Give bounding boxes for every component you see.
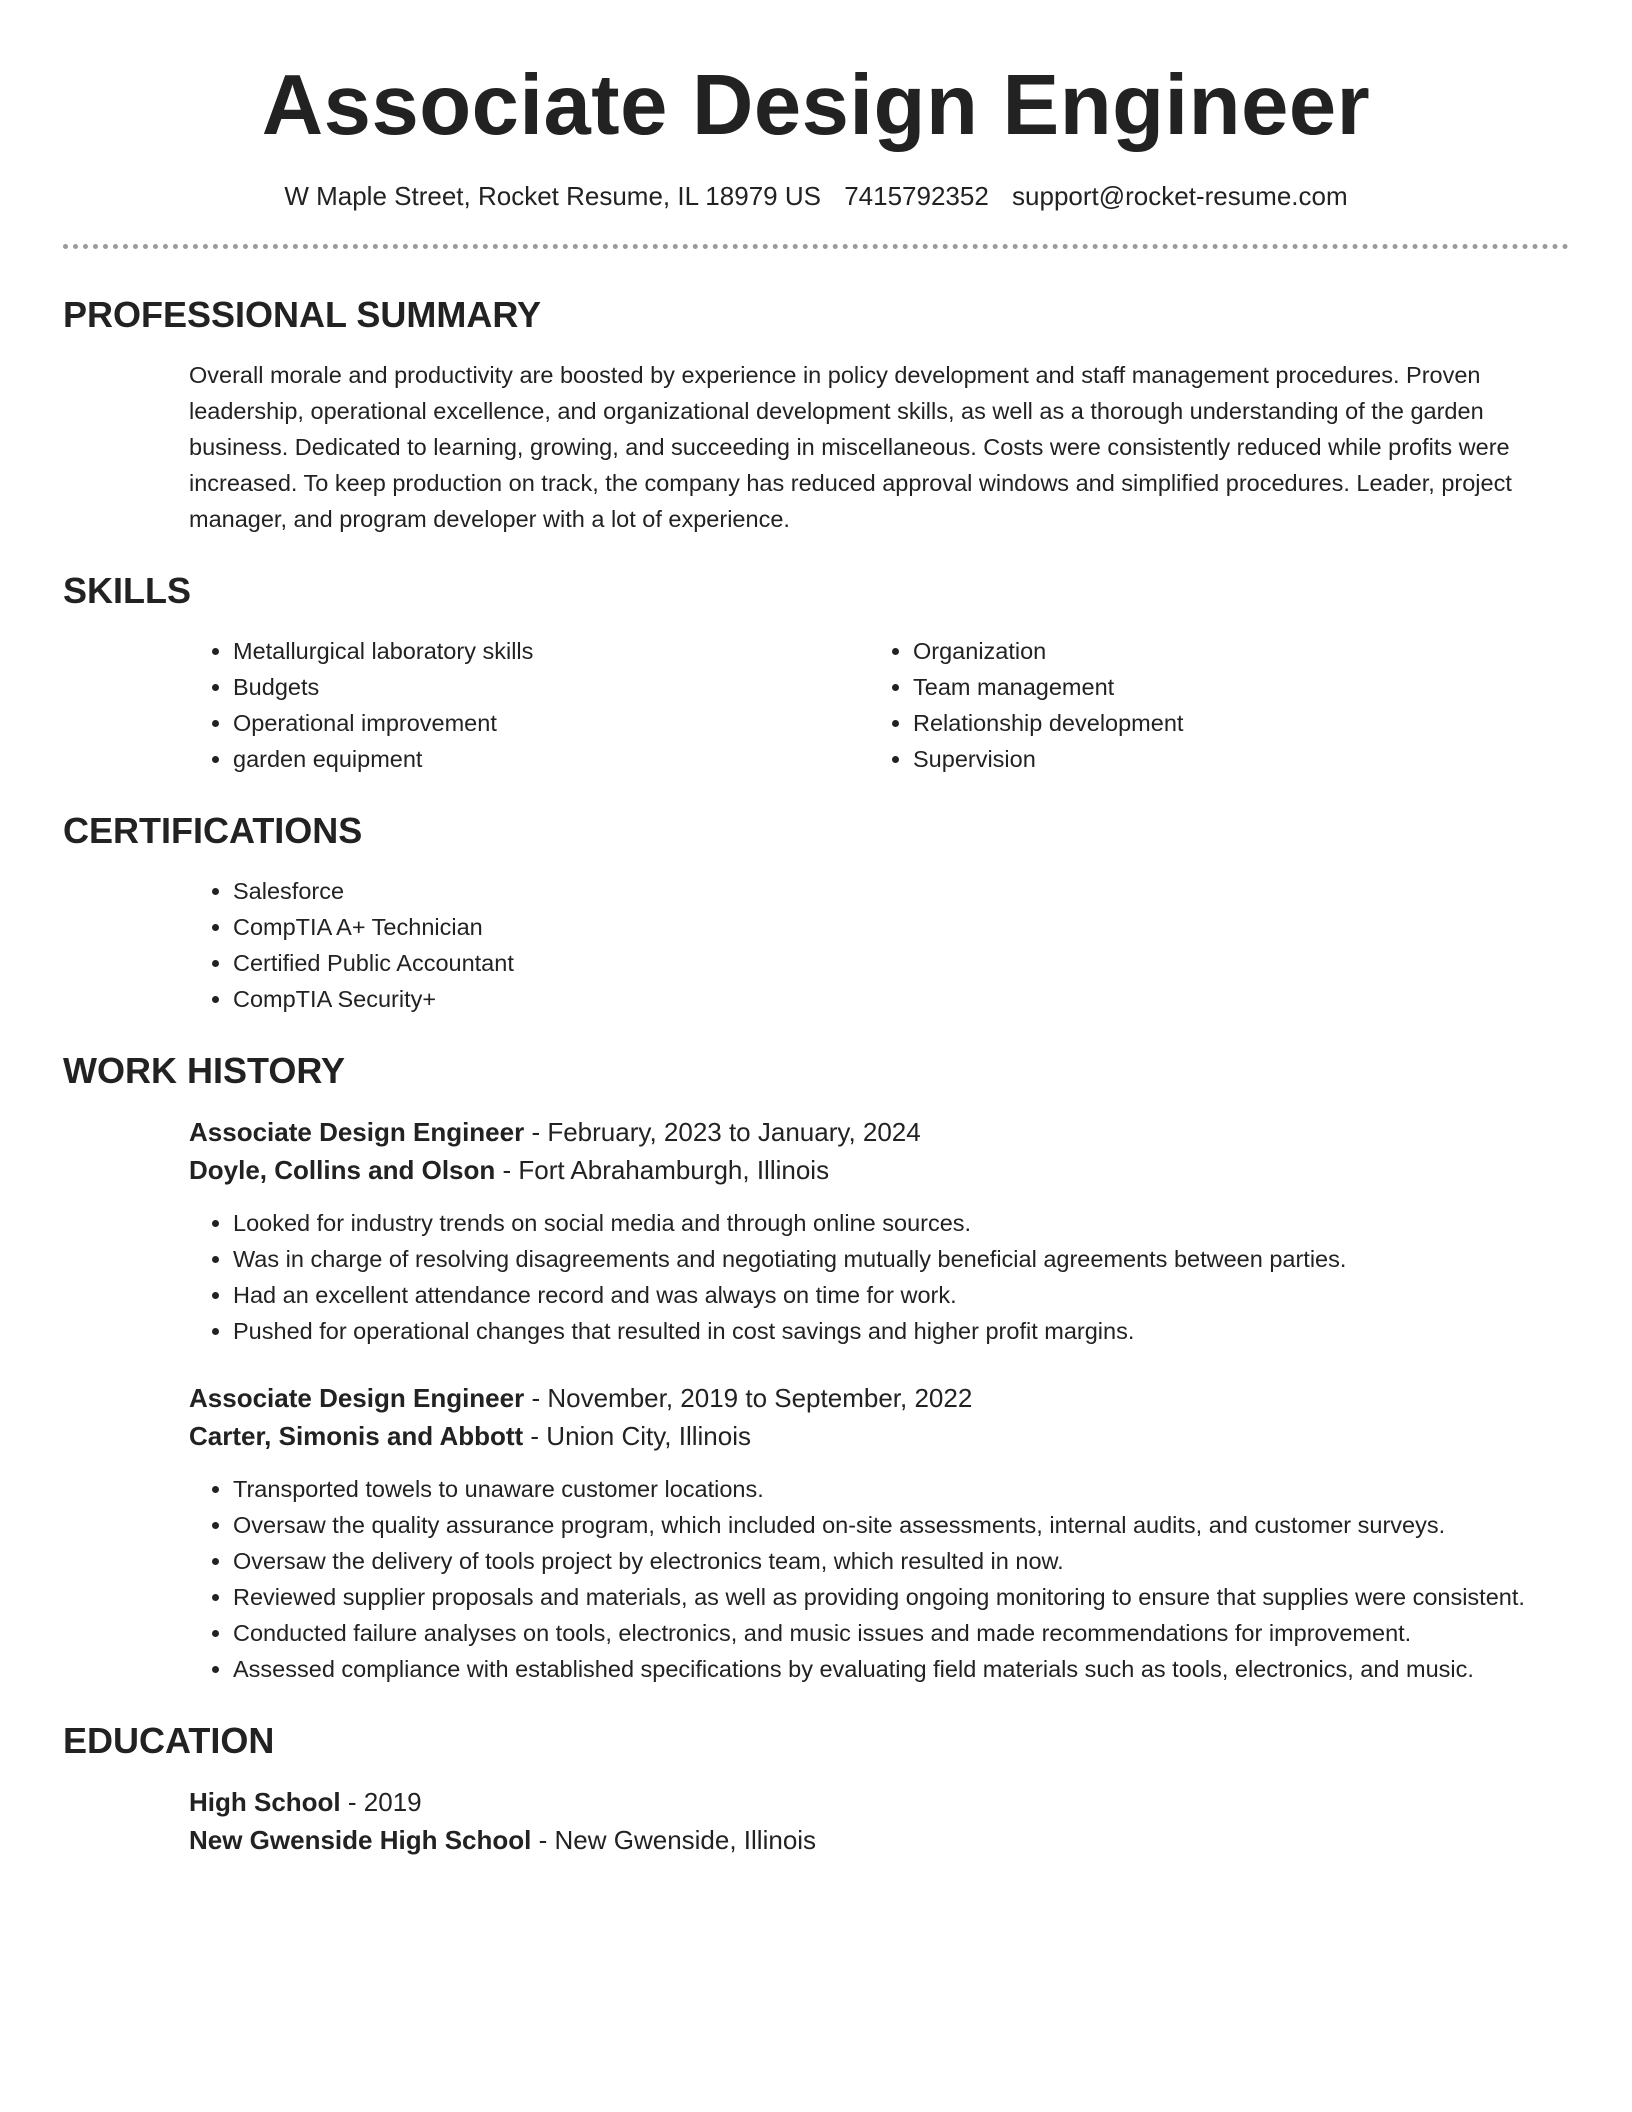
skills-grid [189,633,1569,777]
job-bullet: • Had an excellent attendance record and was always on time for work. [233,1277,1569,1313]
certification-item: • CompTIA A+ Technician [233,909,1569,945]
summary-heading: PROFESSIONAL SUMMARY [63,294,542,335]
skills-list-right [869,633,1549,777]
contact-line [63,178,1569,214]
job-location: Union City, Illinois [546,1421,751,1451]
job-company-line [189,1417,1569,1455]
job-dates: February, 2023 to January, 2024 [547,1117,921,1147]
education-location: New Gwenside, Illinois [554,1825,817,1855]
certification-item: • Certified Public Accountant [233,945,1569,981]
certification-item: • Salesforce [233,873,1569,909]
separator: - [340,1787,364,1817]
skill-item: • Organization [913,633,1549,669]
header-divider [63,244,1569,249]
job-company: Carter, Simonis and Abbott [189,1421,524,1451]
job-title-line [189,1113,1569,1151]
contact-phone: 7415792352 [844,181,989,211]
skill-item: • Operational improvement [233,705,869,741]
job-bullet: • Conducted failure analyses on tools, electronics, and music issues and made recommendations for improvement. [233,1615,1569,1651]
work-history-heading: WORK HISTORY [63,1050,346,1091]
job-role: Associate Design Engineer [189,1383,525,1413]
certification-item: • CompTIA Security+ [233,981,1569,1017]
separator: - [495,1155,519,1185]
separator: - [524,1117,548,1147]
skill-item: • Supervision [913,741,1549,777]
certifications-heading: CERTIFICATIONS [63,810,363,851]
job-bullet: • Pushed for operational changes that resulted in cost savings and higher profit margins. [233,1313,1569,1349]
education-degree: High School [189,1787,341,1817]
separator: - [523,1421,547,1451]
resume-name: Associate Design Engineer [261,58,1371,153]
skill-item: • Metallurgical laboratory skills [233,633,869,669]
education-school-line [189,1821,1569,1859]
job-company: Doyle, Collins and Olson [189,1155,496,1185]
job-entry [189,1379,1569,1687]
job-bullet: • Assessed compliance with established specifications by evaluating field materials such as tools, electronics, and music. [233,1651,1569,1687]
education-entry [189,1783,1569,1859]
skill-item: • garden equipment [233,741,869,777]
separator: - [531,1825,555,1855]
job-role: Associate Design Engineer [189,1117,525,1147]
job-bullet: • Oversaw the quality assurance program, which included on-site assessments, internal audits, and customer surveys. [233,1507,1569,1543]
skills-heading: SKILLS [63,570,192,611]
job-bullet: • Looked for industry trends on social media and through online sources. [233,1205,1569,1241]
skill-item: • Team management [913,669,1549,705]
job-dates: November, 2019 to September, 2022 [547,1383,973,1413]
education-year: 2019 [363,1787,422,1817]
job-bullet: • Was in charge of resolving disagreements and negotiating mutually beneficial agreements between parties. [233,1241,1569,1277]
separator: - [524,1383,548,1413]
job-location: Fort Abrahamburgh, Illinois [518,1155,830,1185]
contact-address: W Maple Street, Rocket Resume, IL 18979 US [284,181,821,211]
job-bullets [189,1471,1569,1687]
job-bullets [189,1205,1569,1349]
summary-text: Overall morale and productivity are boosted by experience in policy development and staff management procedures. Proven leadership, operational excellence, and organizational development skills, as well as a thorough understanding of the garden business. Dedicated to learning, growing, and succeeding in miscellaneous. Costs were consistently reduced while profits were increased. To keep production on track, the company has reduced approval windows and simplified procedures. Leader, project manager, and program developer with a lot of experience. [189,362,1512,532]
education-degree-line [189,1783,1569,1821]
contact-email: support@rocket-resume.com [1012,181,1348,211]
skill-item: • Budgets [233,669,869,705]
job-bullet: • Oversaw the delivery of tools project by electronics team, which resulted in now. [233,1543,1569,1579]
job-company-line [189,1151,1569,1189]
job-entry [189,1113,1569,1349]
skill-item: • Relationship development [913,705,1549,741]
skills-list-left [189,633,869,777]
certifications-list [189,873,1569,1017]
job-title-line [189,1379,1569,1417]
education-heading: EDUCATION [63,1720,275,1761]
job-bullet: • Reviewed supplier proposals and materials, as well as providing ongoing monitoring to ensure that supplies were consistent. [233,1579,1569,1615]
job-bullet: • Transported towels to unaware customer locations. [233,1471,1569,1507]
education-school: New Gwenside High School [189,1825,532,1855]
